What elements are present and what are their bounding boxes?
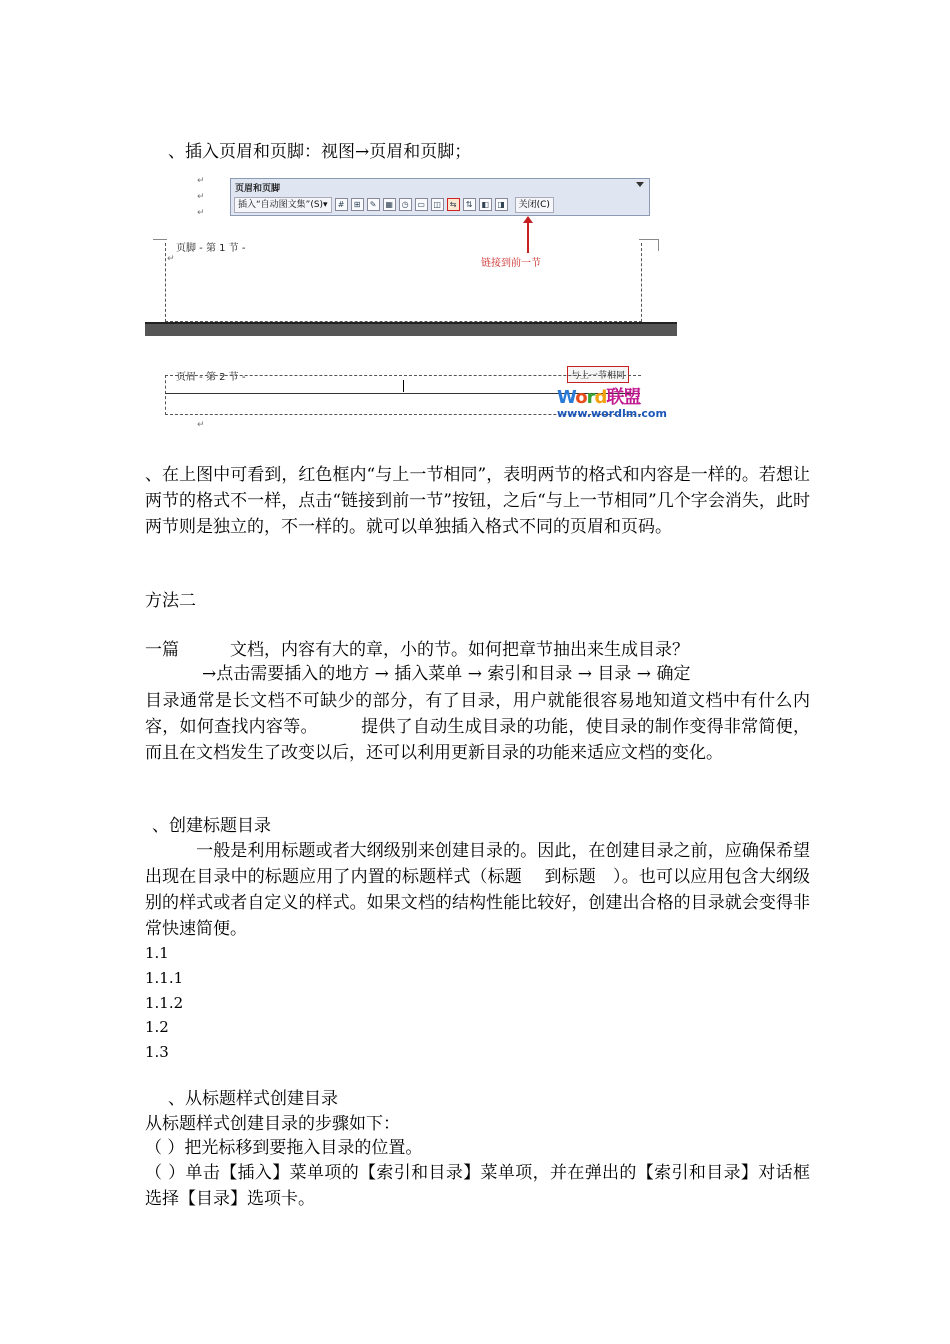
steps-intro: 从标题样式创建目录的步骤如下： — [145, 1114, 400, 1134]
outline-number: 1.3 — [145, 1043, 169, 1061]
method-two-heading: 方法二 — [145, 591, 196, 611]
paragraph-mark-icon: ↵ — [197, 192, 205, 202]
show-hide-text-icon[interactable]: ◫ — [431, 198, 444, 211]
step-one: （ ）把光标移到要拖入目录的位置。 — [145, 1138, 423, 1158]
toolbar-title: 页眉和页脚 — [235, 184, 281, 194]
page-count-icon[interactable]: ⊞ — [351, 198, 364, 211]
insert-autotext-button[interactable]: 插入“自动图文集”(S)▾ — [234, 197, 332, 213]
same-as-previous-badge: 与上一节相同 — [567, 366, 629, 383]
outline-number: 1.1.1 — [145, 969, 184, 987]
header-section-label: 页眉 - 第 2 节 - — [173, 368, 248, 383]
watermark-logo: Word联盟 — [557, 387, 641, 408]
time-icon[interactable]: ◷ — [399, 198, 412, 211]
header-footer-screenshot — [145, 170, 680, 440]
toolbar-dropdown-icon[interactable] — [636, 182, 644, 187]
close-button[interactable]: 关闭(C) — [515, 197, 554, 213]
step-two: （ ）单击【插入】菜单项的【索引和目录】菜单项，并在弹出的【索引和目录】对话框选择【目录】选项卡。 — [145, 1163, 810, 1209]
paragraph-toc-intro: 目录通常是长文档不可缺少的部分，有了目录，用户就能很容易地知道文档中有什么内容，如何查找内容等。 提供了自动生成目录的功能，使目录的制作变得非常简便，而且在文档发生了改变以后，还可以利用更新目录的功能来适应文档的变化。 — [145, 691, 810, 763]
paragraph-heading-styles: 一般是利用标题或者大纲级别来创建目录的。因此，在创建目录之前，应确保希望出现在目录中的标题应用了内置的标题样式（标题 到标题 ）。也可以应用包含大纲级别的样式或者自定义的样式。如果文档的结构性能比较好，创建出合格的目录就会变得非常快速简便。 — [145, 841, 810, 939]
question-line: 一篇 文档，内容有大的章，小的节。如何把章节抽出来生成目录？ — [145, 640, 689, 660]
page-break-divider — [145, 322, 677, 336]
page-number-icon[interactable]: # — [335, 198, 348, 211]
paragraph-mark-icon: ↵ — [167, 254, 175, 264]
paragraph-mark-icon: ↵ — [197, 420, 205, 430]
heading-toc-from-styles: 、从标题样式创建目录 — [168, 1089, 338, 1109]
paragraph-mark-icon: ↵ — [197, 176, 205, 186]
heading-insert-header-footer: 、插入页眉和页脚：视图→页眉和页脚； — [168, 142, 472, 162]
header-footer-toolbar — [230, 178, 650, 216]
paragraph-explanation: 、在上图中可看到，红色框内“与上一节相同”，表明两节的格式和内容是一样的。若想让两节的格式不一样，点击“链接到前一节”按钮，之后“与上一节相同”几个字会消失，此时两节则是独立的，不一样的。就可以单独插入格式不同的页眉和页码。 — [145, 465, 810, 537]
outline-number: 1.2 — [145, 1018, 169, 1036]
date-icon[interactable]: ▦ — [383, 198, 396, 211]
link-to-previous-label: 链接到前一节 — [481, 258, 541, 269]
steps-line: →点击需要插入的地方 → 插入菜单 → 索引和目录 → 目录 → 确定 — [168, 664, 691, 684]
show-next-icon[interactable]: ◨ — [495, 198, 508, 211]
footer-section-1-area[interactable] — [165, 243, 642, 322]
switch-header-footer-icon[interactable]: ⇅ — [463, 198, 476, 211]
format-page-number-icon[interactable]: ✎ — [367, 198, 380, 211]
page-setup-icon[interactable]: ▭ — [415, 198, 428, 211]
heading-create-toc: 、创建标题目录 — [152, 816, 271, 836]
footer-section-label: 页脚 - 第 1 节 - — [173, 239, 248, 254]
outline-number: 1.1 — [145, 944, 169, 962]
watermark-url: www.wordlm.com — [557, 407, 667, 420]
link-previous-icon[interactable]: ⇆ — [447, 198, 460, 211]
paragraph-mark-icon: ↵ — [197, 208, 205, 218]
text-cursor — [403, 380, 404, 392]
outline-number: 1.1.2 — [145, 994, 184, 1012]
show-previous-icon[interactable]: ◧ — [479, 198, 492, 211]
